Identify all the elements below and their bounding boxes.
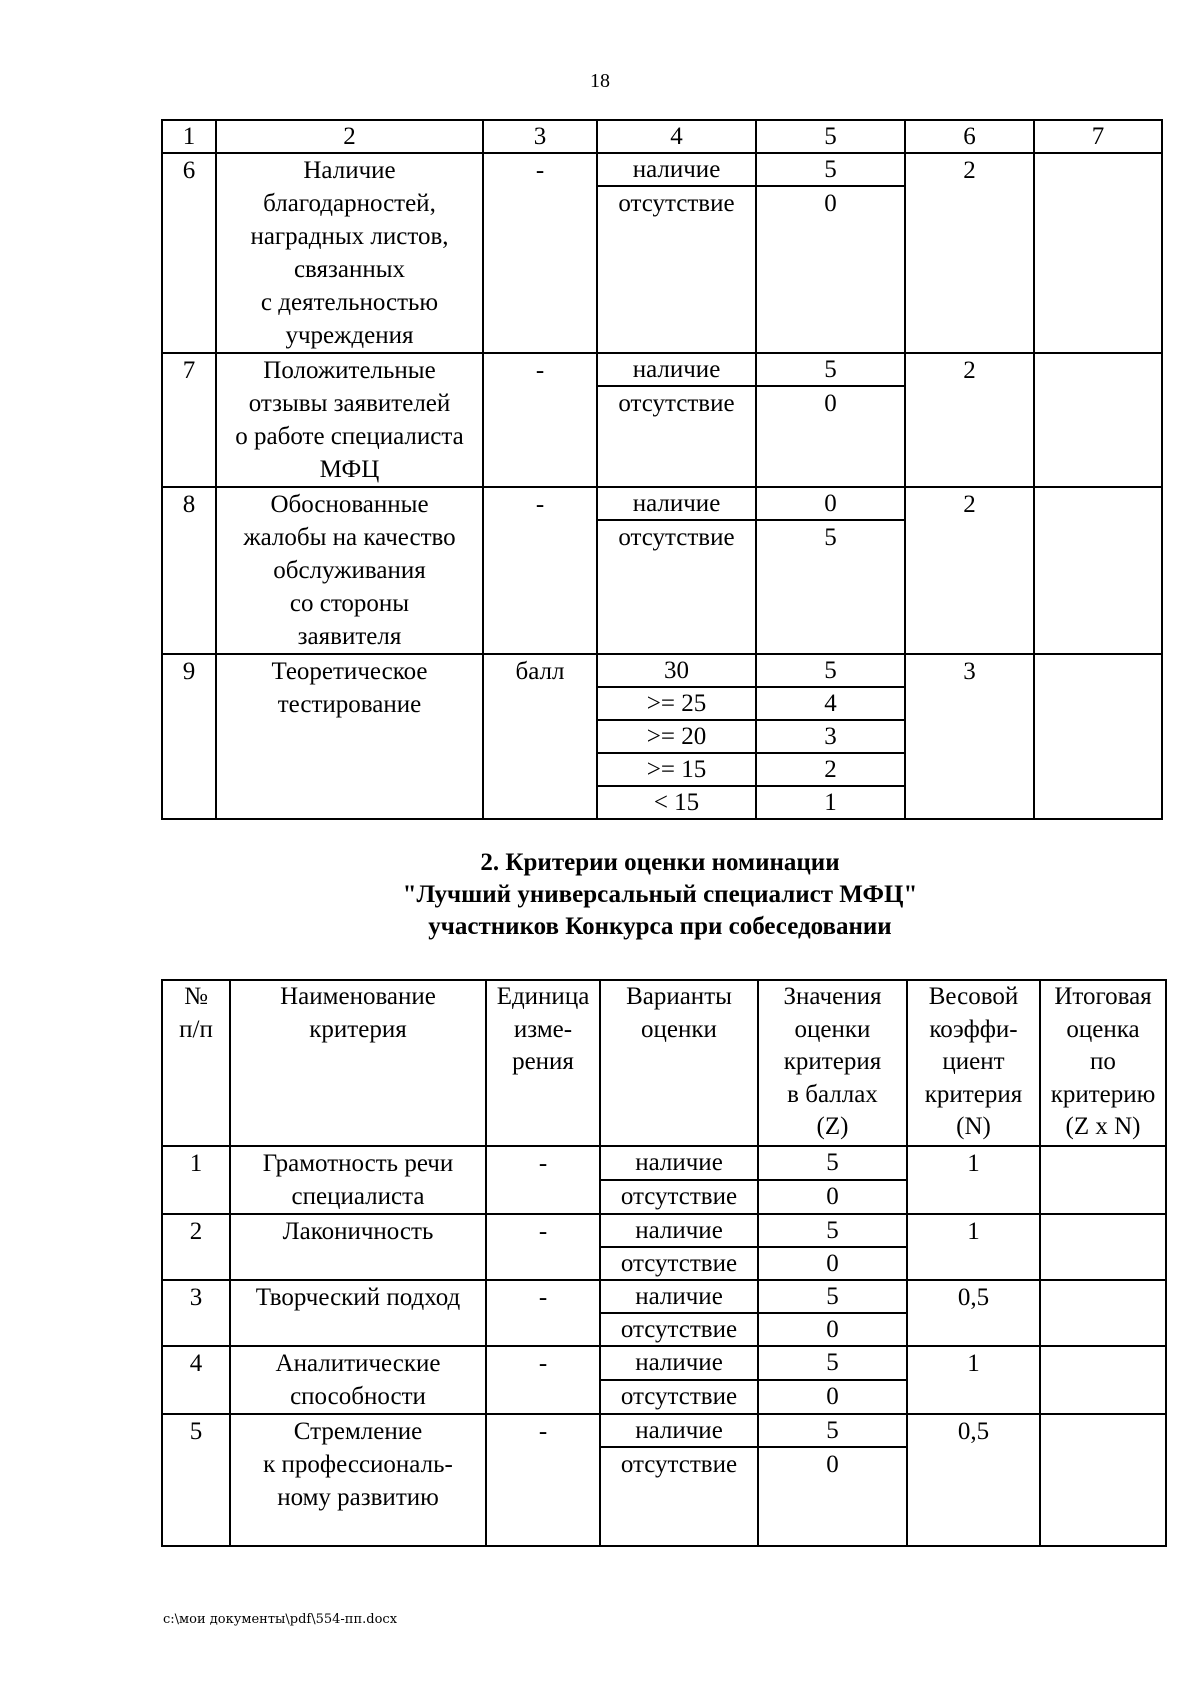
option-label: >= 25	[597, 687, 756, 720]
section-title-line: участников Конкурса при собеседовании	[428, 913, 892, 940]
option-value: 3	[756, 720, 905, 753]
criteria-table-continued	[161, 119, 1163, 820]
option-label: отсутствие	[597, 520, 756, 654]
option-label: наличие	[600, 1214, 758, 1247]
criterion-name: Обоснованные жалобы на качество обслуживания со стороны заявителя	[216, 487, 483, 654]
option-label: 30	[597, 654, 756, 687]
header-cell: Наименование критерия	[230, 980, 486, 1146]
table-row	[162, 487, 1162, 520]
table-row	[162, 1280, 1166, 1313]
page-number: 18	[590, 70, 610, 92]
option-value: 0	[758, 1447, 907, 1546]
option-value: 0	[758, 1180, 907, 1214]
section-title	[0, 847, 1200, 943]
option-label: < 15	[597, 786, 756, 819]
weight-cell: 1	[907, 1146, 1040, 1214]
option-label: >= 20	[597, 720, 756, 753]
option-label: наличие	[600, 1146, 758, 1180]
criterion-name: Грамотность речи специалиста	[230, 1146, 486, 1214]
weight-cell: 2	[905, 487, 1034, 654]
criterion-name: Теоретическое тестирование	[216, 654, 483, 819]
option-value: 0	[756, 487, 905, 520]
header-cell: Значения оценки критерия в баллах (Z)	[758, 980, 907, 1146]
unit-cell: -	[486, 1346, 600, 1414]
total-cell	[1040, 1146, 1166, 1214]
section-title-line: 2. Критерии оценки номинации	[480, 849, 840, 876]
criterion-name: Аналитические способности	[230, 1346, 486, 1414]
option-value: 5	[758, 1280, 907, 1313]
total-cell	[1034, 153, 1162, 353]
option-value: 4	[756, 687, 905, 720]
section-title-line: "Лучший универсальный специалист МФЦ"	[402, 881, 918, 908]
option-label: отсутствие	[600, 1247, 758, 1280]
total-cell	[1040, 1346, 1166, 1414]
unit-cell: -	[483, 353, 597, 487]
option-label: отсутствие	[600, 1180, 758, 1214]
total-cell	[1040, 1280, 1166, 1346]
table-row	[162, 1214, 1166, 1247]
option-label: отсутствие	[597, 386, 756, 487]
option-label: наличие	[600, 1280, 758, 1313]
row-number: 3	[162, 1280, 230, 1346]
unit-cell: -	[486, 1214, 600, 1280]
option-label: >= 15	[597, 753, 756, 786]
weight-cell: 0,5	[907, 1414, 1040, 1546]
table-row	[162, 353, 1162, 386]
option-value: 0	[756, 186, 905, 353]
row-number: 6	[162, 153, 216, 353]
option-value: 0	[758, 1313, 907, 1346]
row-number: 8	[162, 487, 216, 654]
option-label: наличие	[597, 153, 756, 186]
option-value: 5	[756, 654, 905, 687]
header-cell: Весовой коэффи- циент критерия (N)	[907, 980, 1040, 1146]
table-row	[162, 1146, 1166, 1180]
option-value: 5	[758, 1214, 907, 1247]
weight-cell: 0,5	[907, 1280, 1040, 1346]
row-number: 1	[162, 1146, 230, 1214]
header-cell: Итоговая оценка по критерию (Z x N)	[1040, 980, 1166, 1146]
criterion-name: Лаконичность	[230, 1214, 486, 1280]
header-cell: 6	[905, 120, 1034, 153]
option-value: 0	[758, 1247, 907, 1280]
option-value: 1	[756, 786, 905, 819]
unit-cell: -	[486, 1414, 600, 1546]
total-cell	[1034, 654, 1162, 819]
option-label: наличие	[597, 487, 756, 520]
row-number: 2	[162, 1214, 230, 1280]
header-cell: 5	[756, 120, 905, 153]
option-label: наличие	[597, 353, 756, 386]
header-cell: 4	[597, 120, 756, 153]
criterion-name: Творческий подход	[230, 1280, 486, 1346]
table-header-row	[162, 980, 1166, 1146]
weight-cell: 1	[907, 1346, 1040, 1414]
option-label: наличие	[600, 1414, 758, 1447]
weight-cell: 3	[905, 654, 1034, 819]
option-value: 2	[756, 753, 905, 786]
criterion-name: Положительные отзывы заявителей о работе специалиста МФЦ	[216, 353, 483, 487]
unit-cell: -	[486, 1280, 600, 1346]
option-label: отсутствие	[600, 1313, 758, 1346]
option-value: 5	[756, 520, 905, 654]
table-header-row	[162, 120, 1162, 153]
header-cell: 3	[483, 120, 597, 153]
option-value: 5	[758, 1414, 907, 1447]
criterion-name: Стремление к профессиональ- ному развитию	[230, 1414, 486, 1546]
unit-cell: -	[483, 487, 597, 654]
option-label: отсутствие	[597, 186, 756, 353]
option-value: 0	[756, 386, 905, 487]
table-row	[162, 1346, 1166, 1380]
option-value: 5	[756, 153, 905, 186]
table-row	[162, 654, 1162, 687]
weight-cell: 2	[905, 353, 1034, 487]
total-cell	[1034, 353, 1162, 487]
option-label: отсутствие	[600, 1447, 758, 1546]
weight-cell: 2	[905, 153, 1034, 353]
option-value: 0	[758, 1380, 907, 1414]
total-cell	[1034, 487, 1162, 654]
row-number: 4	[162, 1346, 230, 1414]
unit-cell: балл	[483, 654, 597, 819]
header-cell: 1	[162, 120, 216, 153]
header-cell: № п/п	[162, 980, 230, 1146]
total-cell	[1040, 1214, 1166, 1280]
total-cell	[1040, 1414, 1166, 1546]
option-value: 5	[758, 1146, 907, 1180]
weight-cell: 1	[907, 1214, 1040, 1280]
header-cell: Единица изме- рения	[486, 980, 600, 1146]
criterion-name: Наличие благодарностей, наградных листов, связанных с деятельностью учреждения	[216, 153, 483, 353]
unit-cell: -	[486, 1146, 600, 1214]
option-label: наличие	[600, 1346, 758, 1380]
row-number: 9	[162, 654, 216, 819]
row-number: 5	[162, 1414, 230, 1546]
unit-cell: -	[483, 153, 597, 353]
table-row	[162, 153, 1162, 186]
option-label: отсутствие	[600, 1380, 758, 1414]
table-row	[162, 1414, 1166, 1447]
header-cell: Варианты оценки	[600, 980, 758, 1146]
option-value: 5	[756, 353, 905, 386]
row-number: 7	[162, 353, 216, 487]
file-path-footer: c:\мои документы\pdf\554-пп.docx	[163, 1612, 398, 1627]
header-cell: 7	[1034, 120, 1162, 153]
header-cell: 2	[216, 120, 483, 153]
interview-criteria-table	[161, 979, 1167, 1547]
option-value: 5	[758, 1346, 907, 1380]
